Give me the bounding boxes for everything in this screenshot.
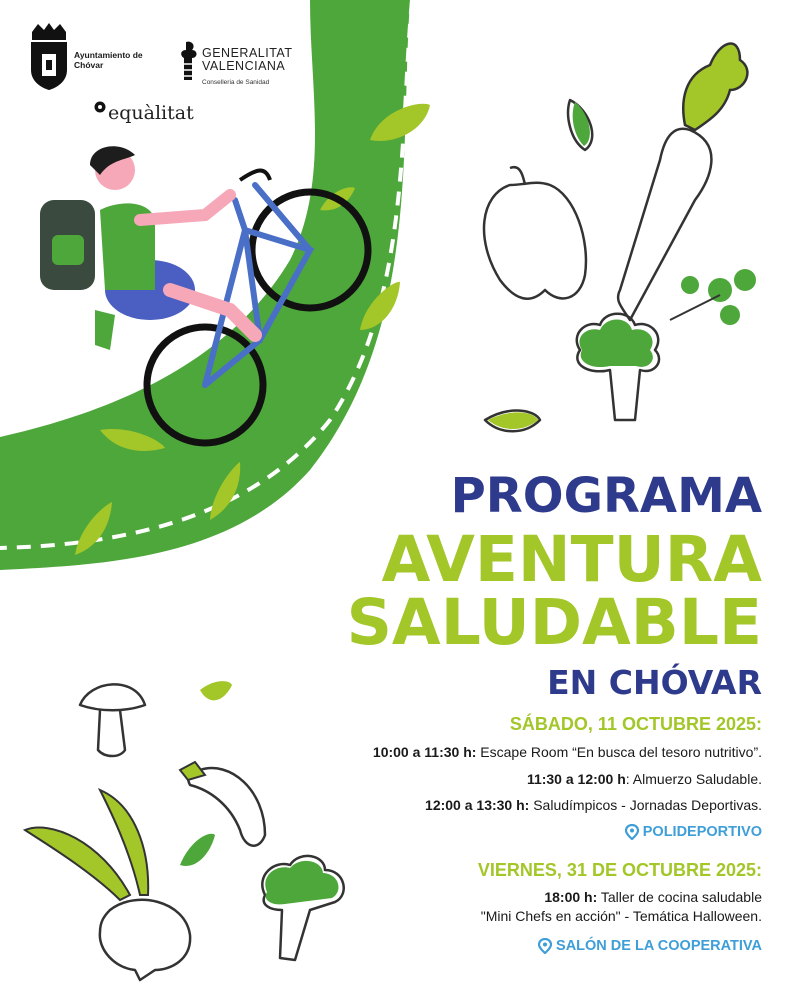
turnip-icon xyxy=(100,900,190,980)
title-programa: PROGRAMA xyxy=(450,468,762,524)
parsley-icon xyxy=(681,269,756,325)
title-en-chovar: EN CHÓVAR xyxy=(547,663,762,702)
carrot-icon xyxy=(618,129,711,320)
vegetables-right-illustration xyxy=(470,20,770,440)
day1-event-3: 12:00 a 13:30 h: Saludímpicos - Jornadas Deportivas. xyxy=(425,797,762,813)
vegetables-left-illustration xyxy=(20,670,360,990)
day1-location-label: POLIDEPORTIVO xyxy=(642,824,762,840)
rider-shoe xyxy=(95,310,115,350)
day2-location-label: SALÓN DE LA COOPERATIVA xyxy=(556,938,762,954)
day1-location xyxy=(625,824,762,840)
equalitat-logo-text: equàlitat xyxy=(108,102,194,124)
location-pin-icon xyxy=(625,824,639,840)
bike-handlebar xyxy=(240,171,270,180)
equalitat-dot-icon xyxy=(94,101,106,113)
leaf-icon xyxy=(180,834,215,866)
day2-event-2: "Mini Chefs en acción" - Temática Halloween. xyxy=(480,908,762,924)
title-saludable: SALUDABLE xyxy=(346,586,762,659)
eggplant-icon xyxy=(188,768,265,846)
ayuntamiento-logo-text: Ayuntamiento de Chóvar xyxy=(74,50,143,70)
rider-arm xyxy=(140,195,230,220)
generalitat-logo-text xyxy=(202,47,292,73)
turnip-leaves-icon xyxy=(25,790,148,900)
day1-event-2: 11:30 a 12:00 h: Almuerzo Saludable. xyxy=(526,771,762,787)
day2-event-1: 18:00 h: Taller de cocina saludable xyxy=(544,889,762,905)
pepper-icon xyxy=(484,183,586,299)
generalitat-emblem-icon xyxy=(180,40,200,82)
generalitat-line2: VALENCIANA xyxy=(202,59,286,73)
title-aventura: AVENTURA xyxy=(381,523,762,596)
day1-event-1: 10:00 a 11:30 h: Escape Room “En busca del tesoro nutritivo”. xyxy=(372,744,762,760)
cyclist-illustration xyxy=(30,140,380,460)
ayuntamiento-shield-icon xyxy=(28,22,70,92)
mushroom-icon xyxy=(80,684,145,710)
leaf-icon xyxy=(200,681,232,700)
carrot-leaves-icon xyxy=(683,44,747,130)
generalitat-subtitle: Conselleria de Sanidad xyxy=(202,79,270,86)
day1-heading: SÁBADO, 11 OCTUBRE 2025: xyxy=(509,714,762,734)
generalitat-line1: GENERALITAT xyxy=(202,46,293,60)
day2-location xyxy=(538,938,762,954)
day2-heading: VIERNES, 31 DE OCTUBRE 2025: xyxy=(477,860,762,880)
location-pin-icon xyxy=(538,938,552,954)
